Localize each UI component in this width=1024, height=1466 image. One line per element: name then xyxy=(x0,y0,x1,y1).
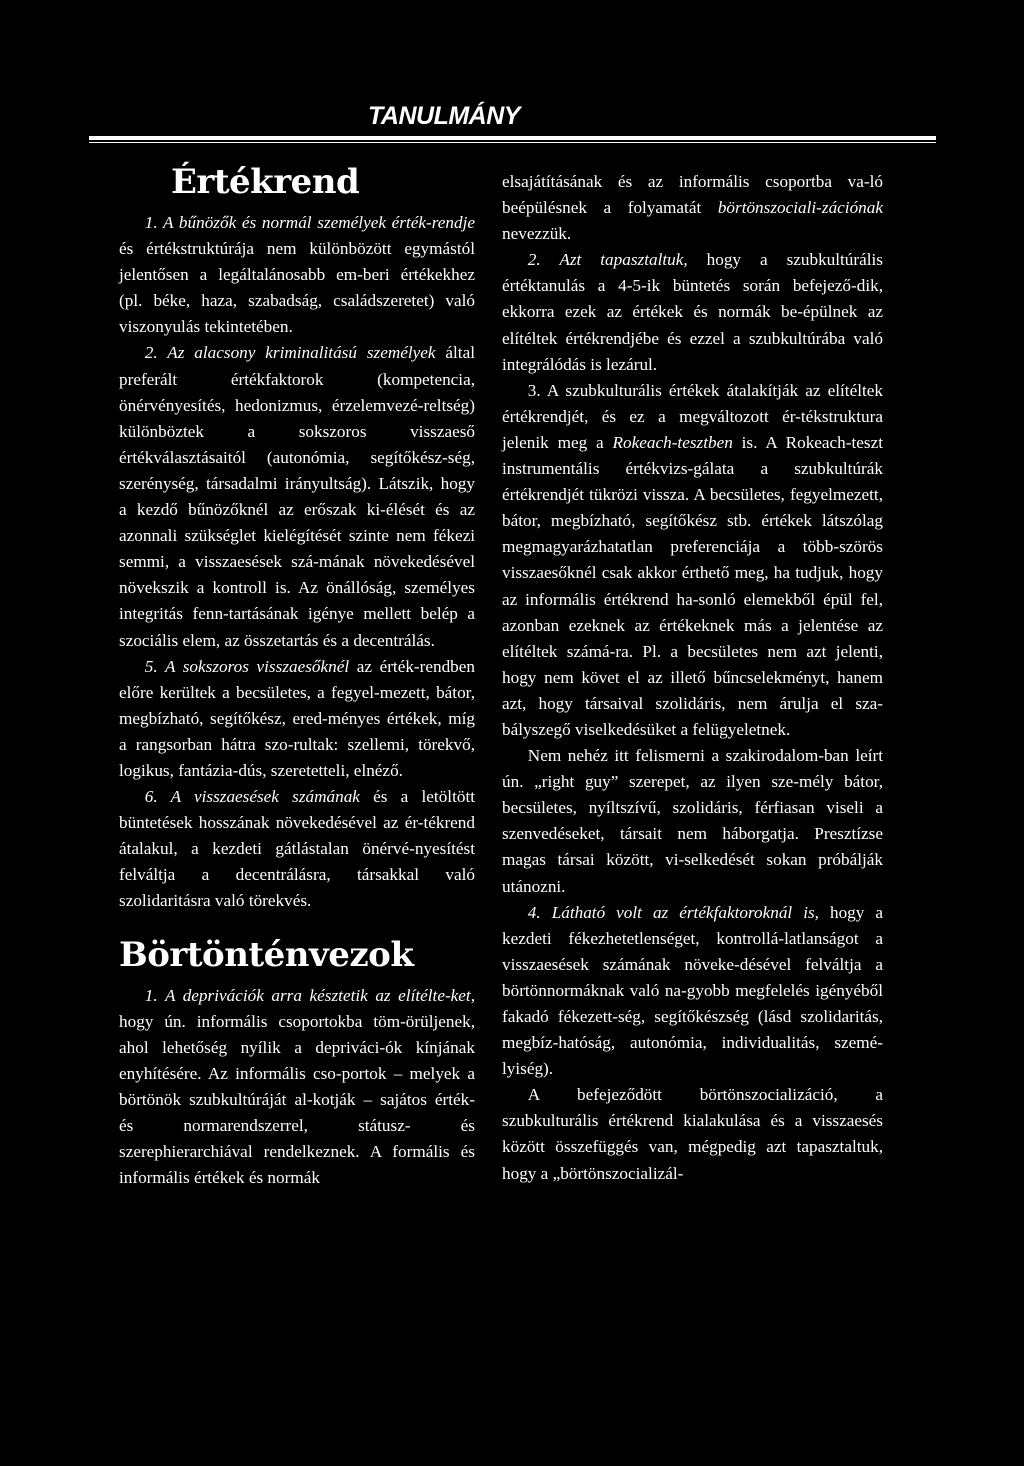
paragraph-r0 xyxy=(502,169,883,247)
paragraph-6-lead: 6. A visszaesések számának xyxy=(144,787,360,807)
paragraph-b1-text: hogy ún. informális csoportokba töm-örüljenek, ahol lehetőség nyílik a depriváci-ók kínjának enyhítésére. Az informális cso-portok – melyek a börtönök szubkultúráját al-kotják – sajátos érték- és normarendszerrel, státusz- és szerephierarchiával rendelkeznek. A formális és informális értékek és normák xyxy=(119,1011,475,1188)
paragraph-b1-lead: 1. A deprivációk arra késztetik az elítélte-ket, xyxy=(144,985,475,1005)
paragraph-6-text: és a letöltött büntetések hosszának növekedésével az ér-tékrend átalakul, a kezdeti gátlástalan önérvé-nyesítést felváltja a decentrálásra, társakkal való szolidaritásra való törekvés. xyxy=(119,787,475,911)
header-rule-thick xyxy=(89,136,936,140)
paragraph-5 xyxy=(119,654,475,784)
header-rule-thin xyxy=(89,142,936,143)
paragraph-b1 xyxy=(119,983,475,1192)
paragraph-r2 xyxy=(502,247,883,377)
paragraph-6 xyxy=(119,784,475,914)
paragraph-r0-em: börtönszociali-zációnak xyxy=(717,198,883,218)
paragraph-r5: A befejeződött börtönszocializáció, a szubkulturális értékrend kialakulása és a visszaesés között összefüggés van, mégpedig azt tapasztaltuk, hogy a „börtönszocializál- xyxy=(502,1085,883,1183)
paragraph-2-lead: 2. Az alacsony kriminalitású személyek xyxy=(144,343,436,363)
paragraph-5-lead: 5. A sokszoros visszaesőknél xyxy=(144,656,350,676)
paragraph-r4-text: hogy a kezdeti fékezhetetlenséget, kontrollá-latlanságot a visszaesések számának növeke-désével felváltja a börtönnormáknak való na-gyobb megfelelés igényéből fakadó fékezett-ség, segítőkészség (lásd szolidaritás, megbíz-hatóság, autonómia, individualitás, szemé-lyiség). xyxy=(502,902,883,1079)
heading-bortontenyezok: Börtönténvezok xyxy=(119,934,414,975)
paragraph-r0-text-b: nevezzük. xyxy=(502,224,572,244)
paragraph-r4-lead: 4. Látható volt az értékfaktoroknál is, xyxy=(527,902,819,922)
paragraph-r3-text-a: 3. A szubkulturális értékek átalakítják az elítéltek értékrendjét, és ez a megváltozott ér-tékstruktura jelenik meg a xyxy=(502,380,883,452)
heading-ertekrend: Értékrend xyxy=(171,162,360,202)
paragraph-r3 xyxy=(502,378,883,743)
paragraph-1 xyxy=(119,210,475,340)
left-column xyxy=(119,160,475,1191)
paragraph-1-lead: 1. A bűnözők és normál személyek érték-rendje xyxy=(144,213,475,232)
paragraph-r2-lead: 2. Azt tapasztaltuk, xyxy=(527,250,688,270)
paragraph-1-text: és értékstruktúrája nem különbözött egymástól jelentősen a legáltalánosabb em-beri értékekhez (pl. béke, haza, szabadság, családszeretet) való viszonyulás tekintetében. xyxy=(119,239,475,337)
paragraph-r4 xyxy=(502,900,883,1083)
paragraph-r3-text-b: is. A Rokeach-teszt instrumentális értékvizs-gálata a szubkultúrák értékrendjét tükrözi vissza. A becsületes, fegyelmezett, bátor, megbízható, segítőkész stb. értékek látszólag megmagyarázhatatlan preferenciája a több-szörös visszaesőknél csak akkor érthető meg, ha tudjuk, hogy az informális értékrend ha-sonló elemekből épül fel, azonban ezeknek az értékeknek más a jelentése az elítéltek számá-ra. Pl. a becsületes nem azt jelenti, hogy nem követ el az illető bűncselekményt, hanem azt, hogy társaival szolidáris, nem árulja el sza-bályszegő viselkedésüket a felügyeletnek. xyxy=(502,432,883,739)
paragraph-r2-text: hogy a szubkultúrális értéktanulás a 4-5-ik büntetés során befejező-dik, ekkorra ezek az értékek és normák be-épülnek az elítéltek értékrendjébe és ezzel a szubkultúrába való integrálódás is lezárul. xyxy=(502,250,883,374)
section-label: TANULMÁNY xyxy=(368,102,520,130)
paragraph-2-text: által preferált értékfaktorok (kompetencia, önérvényesítés, hedonizmus, érzelemvezé-reltség) különböztek a sokszoros visszaeső értékválasztásaitól (autonómia, segítőkész-ség, szerénység, társadalmi irányultság). Látszik, hogy a kezdő bűnözőknél az erőszak ki-élését és az azonnali szükséglet kielégítését szinte nem fékezi semmi, a visszaesések szá-mának növekedésével növekszik a kontroll is. Az önállóság, személyes integritás fenn-tartásának igénye mellett belép a szociális elem, az összetartás és a decentrálás. xyxy=(119,343,475,650)
paragraph-2 xyxy=(119,340,475,653)
paragraph-r3b: Nem nehéz itt felismerni a szakirodalom-ban leírt ún. „right guy” szerepet, az ilyen sze-mély bátor, becsületes, nyíltszívű, szolidáris, férfiasan viseli a szenvedéseket, társait nem háborgatja. Presztízse magas társai között, vi-selkedését sokan próbálják utánozni. xyxy=(502,746,883,896)
paragraph-r3-em: Rokeach-tesztben xyxy=(612,432,733,452)
paragraph-5-text: az érték-rendben előre kerültek a becsületes, a fegyel-mezett, bátor, megbízható, segítőkész, ered-ményes értékek, míg a rangsorban hátra szo-rultak: szellemi, törekvő, logikus, fantázia-dús, szeretetteli, elnéző. xyxy=(119,656,475,780)
right-column xyxy=(502,169,883,1187)
paragraph-r0-text-a: elsajátításának és az informális csoportba va-ló beépülésnek a folyamatát xyxy=(502,172,883,218)
